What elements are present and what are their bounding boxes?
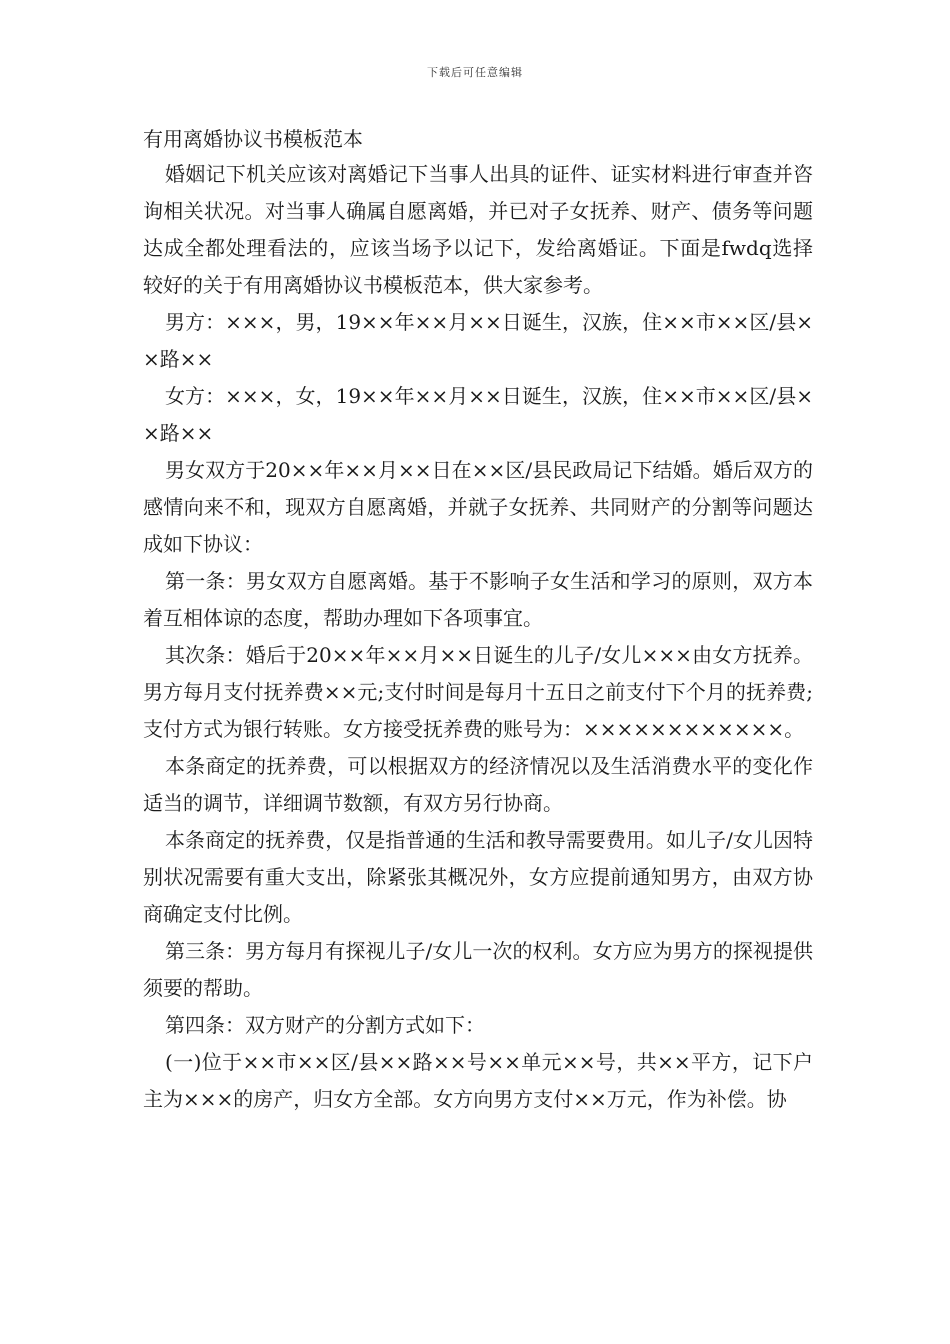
document-title: 有用离婚协议书模板范本 <box>143 127 363 151</box>
paragraph-article-4: 第四条：双方财产的分割方式如下： <box>165 1013 485 1037</box>
paragraph-article-3: 第三条：男方每月有探视儿子/女儿一次的权利。女方应为男方的探视提供须要的帮助。 <box>143 939 813 1000</box>
header-note: 下载后可任意编辑 <box>427 66 523 79</box>
paragraph-article-1: 第一条：男女双方自愿离婚。基于不影响子女生活和学习的原则，双方本着互相体谅的态度，帮助办理如下各项事宜。 <box>143 569 813 630</box>
paragraph-female-party: 女方：×××，女，19××年××月××日诞生，汉族，住××市××区/县××路×× <box>143 384 813 445</box>
paragraph-intro: 婚姻记下机关应该对离婚记下当事人出具的证件、证实材料进行审查并咨询相关状况。对当事人确属自愿离婚，并已对子女抚养、财产、债务等问题达成全都处理看法的，应该当场予以记下，发给离婚证。下面是fwdq选择较好的关于有用离婚协议书模板范本，供大家参考。 <box>143 162 813 297</box>
paragraph-article-2: 其次条：婚后于20××年××月××日诞生的儿子/女儿×××由女方抚养。男方每月支付抚养费××元;支付时间是每月十五日之前支付下个月的抚养费;支付方式为银行转账。女方接受抚养费的账号为：××××××××××××。 <box>143 643 813 741</box>
paragraph-property-1: (一)位于××市××区/县××路××号××单元××号，共××平方，记下户主为×××的房产，归女方全部。女方向男方支付××万元，作为补偿。协 <box>143 1050 813 1111</box>
paragraph-support-adjustment: 本条商定的抚养费，可以根据双方的经济情况以及生活消费水平的变化作适当的调节，详细调节数额，有双方另行协商。 <box>143 754 813 815</box>
paragraph-support-scope: 本条商定的抚养费，仅是指普通的生活和教导需要费用。如儿子/女儿因特别状况需要有重大支出，除紧张其概况外，女方应提前通知男方，由双方协商确定支付比例。 <box>143 828 813 926</box>
paragraph-male-party: 男方：×××，男，19××年××月××日诞生，汉族，住××市××区/县××路×× <box>143 310 813 371</box>
document-body <box>143 122 813 1118</box>
paragraph-marriage-background: 男女双方于20××年××月××日在××区/县民政局记下结婚。婚后双方的感情向来不和，现双方自愿离婚，并就子女抚养、共同财产的分割等问题达成如下协议： <box>143 458 813 556</box>
